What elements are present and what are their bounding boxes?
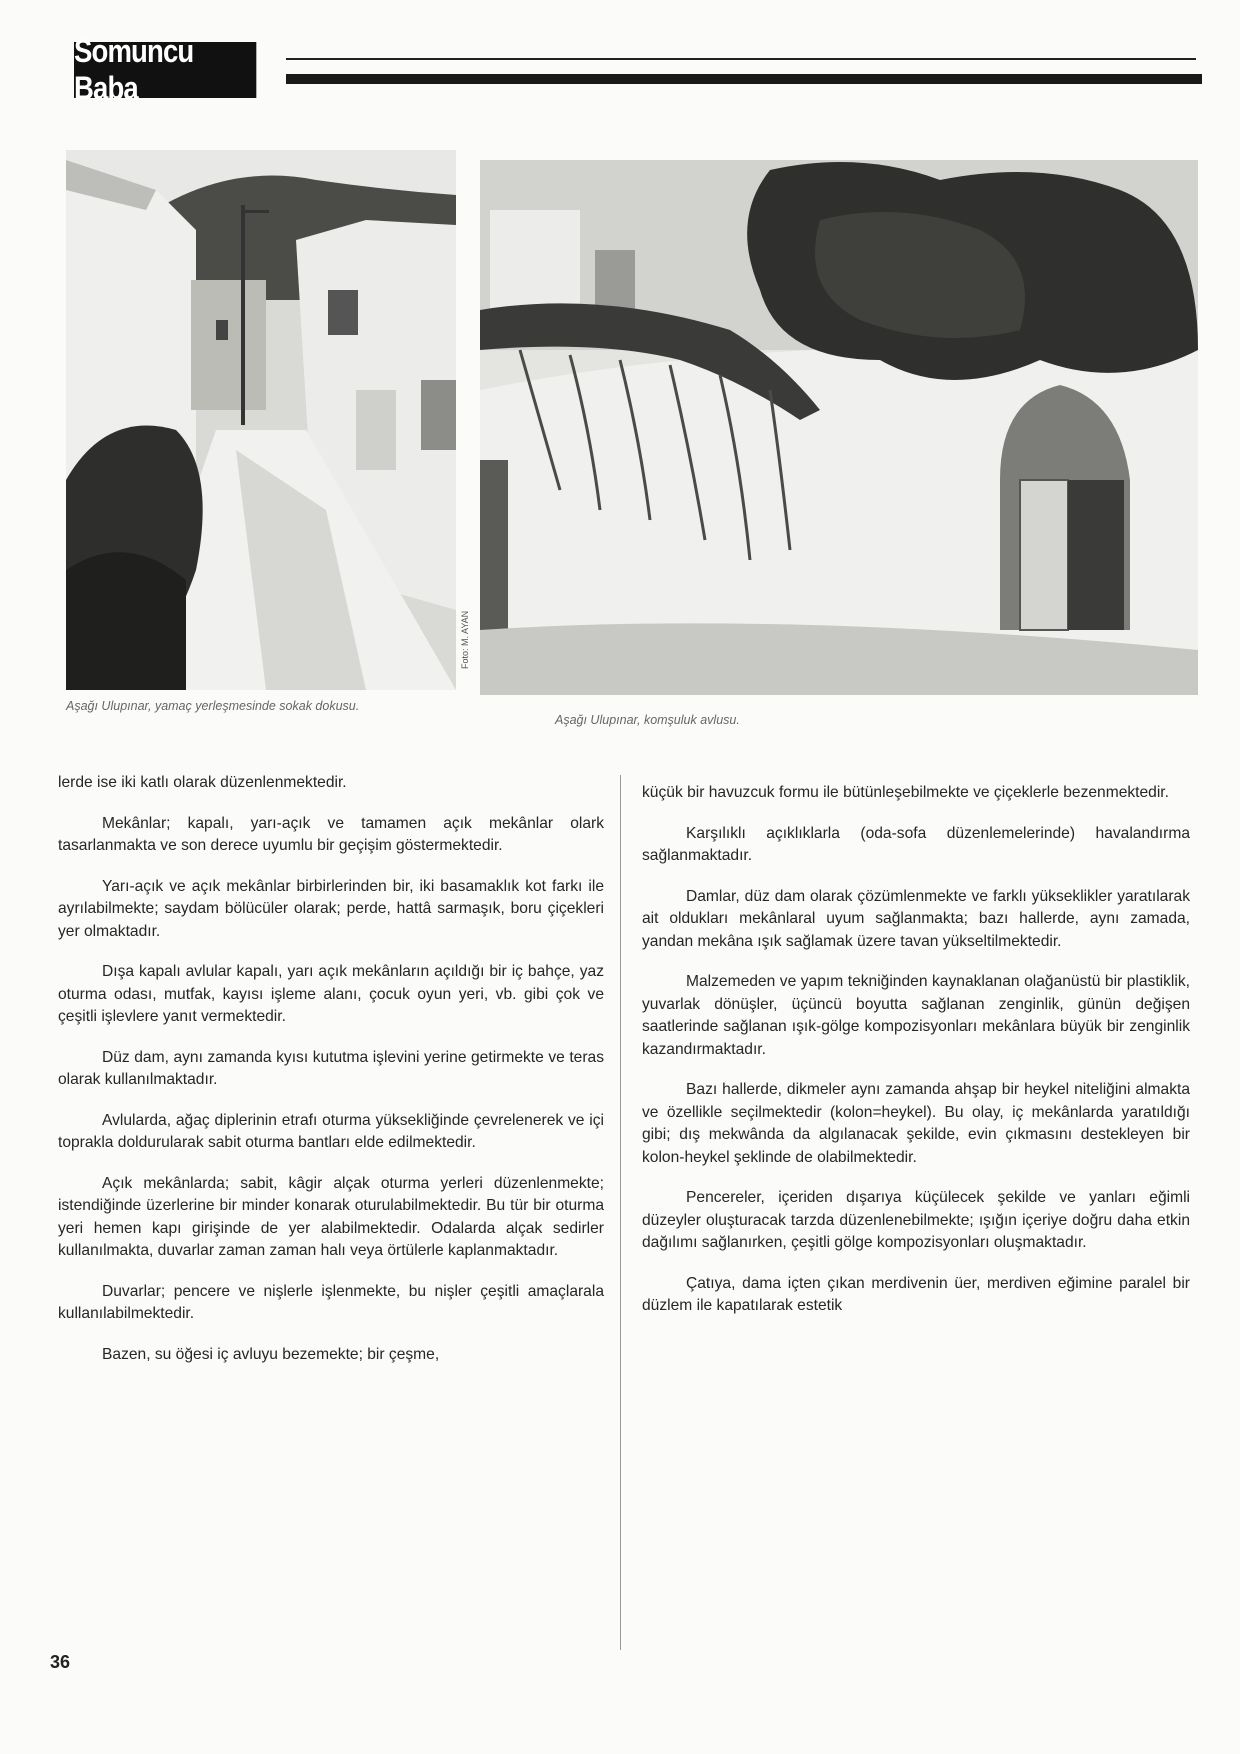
paragraph: Düz dam, aynı zamanda kyısı kututma işlevini yerine getirmekte ve teras olarak kullanılmaktadır.	[58, 1048, 604, 1088]
column-divider	[620, 775, 621, 1650]
paragraph: Çatıya, dama içten çıkan merdivenin üer, merdiven eğimine paralel bir düzlem ile kapatılarak estetik	[642, 1274, 1190, 1314]
paragraph: Damlar, düz dam olarak çözümlenmekte ve farklı yükseklikler yaratılarak ait oldukları mekânlaral uyum sağlanmakta; bazı hallerde, aynı zamada, yandan mekâna ışık sağlamak üzere tavan yükseltilmektedir.	[642, 887, 1190, 950]
paragraph: Bazı hallerde, dikmeler aynı zamanda ahşap bir heykel niteliğini almakta ve özellikle seçilmektedir (kolon=heykel). Bu olay, iç mekânlarda yaratıldığı gibi; dış mekwânda da algılanacak şekilde, evin çıkmasını destekleyen bir kolon-heykel şeklinde de olabilmektedir.	[642, 1081, 1190, 1166]
paragraph: Mekânlar; kapalı, yarı-açık ve tamamen açık mekânlar olark tasarlanmakta ve son derece uyumlu bir geçişim göstermektedir.	[58, 814, 604, 854]
paragraph: Avlularda, ağaç diplerinin etrafı oturma yüksekliğinde çevrelenerek ve içi toprakla doldurularak sabit oturma bantları elde edilmektedir.	[58, 1111, 604, 1151]
text-column-right	[642, 782, 1190, 1336]
courtyard-photo	[480, 160, 1198, 695]
courtyard-photo-caption: Aşağı Ulupınar, komşuluk avlusu.	[555, 713, 740, 727]
header-rule-thin	[286, 58, 1196, 60]
paragraph: Duvarlar; pencere ve nişlerle işlenmekte, bu nişler çeşitli amaçlarala kullanılabilmektedir.	[58, 1282, 604, 1322]
paragraph: Pencereler, içeriden dışarıya küçülecek şekilde ve yanları eğimli düzeyler oluşturacak tarzda düzenlenebilmekte; ışığın içeriye doğru daha etkin dağılımı sağlanırken, çeşitli gölge kompozisyonları oluşmaktadır.	[642, 1189, 1190, 1251]
paragraph: Bazen, su öğesi iç avluyu bezemekte; bir çeşme,	[102, 1345, 440, 1363]
paragraph: Yarı-açık ve açık mekânlar birbirlerinden bir, iki basamaklık kot farkı ile ayrılabilmekte; saydam bölücüler olarak; perde, hattâ sarmaşık, boru çiçekleri yer olmaktadır.	[58, 877, 604, 940]
photo-credit: Foto: M. AYAN	[460, 610, 470, 670]
paragraph: Açık mekânlarda; sabit, kâgir alçak oturma yerleri düzenlenmekte; istendiğinde üzerlerine bir minder konarak oturulabilmektedir. Bu tür bir oturma yeri hemen kapı girişinde de yer alabilmektedir. Odalarda alçak sedirler kullanılmakta, duvarlar zaman zaman halı veya örtülerle kaplanmaktadır.	[58, 1174, 604, 1259]
paragraph: Dışa kapalı avlular kapalı, yarı açık mekânların açıldığı bir iç bahçe, yaz oturma odası, mutfak, kayısı işleme alanı, çocuk oyun yeri, vb. gibi çok ve çeşitli işlevlere yanıt vermektedir.	[58, 963, 604, 1025]
magazine-title: Somuncu Baba	[74, 42, 256, 98]
paragraph: küçük bir havuzcuk formu ile bütünleşebilmekte ve çiçeklerle bezenmektedir.	[642, 784, 1169, 801]
paragraph: Karşılıklı açıklıklarla (oda-sofa düzenlemelerinde) havalandırma sağlanmaktadır.	[642, 824, 1190, 864]
page-number: 36	[50, 1652, 71, 1672]
street-photo-caption: Aşağı Ulupınar, yamaç yerleşmesinde sokak dokusu.	[66, 699, 360, 713]
paragraph: lerde ise iki katlı olarak düzenlenmektedir.	[58, 774, 347, 791]
header-rule-thick	[286, 74, 1202, 84]
paragraph: Malzemeden ve yapım tekniğinden kaynaklanan olağanüstü bir plastiklik, yuvarlak dönüşler, üçüncü boyutta sağlanan zenginlik, günün değişen saatlerinde sağlanan ışık-gölge kompozisyonları mekânlara büyük bir zenginlik kazandırmaktadır.	[642, 973, 1190, 1058]
street-photo	[66, 150, 456, 690]
text-column-left	[58, 772, 604, 1384]
